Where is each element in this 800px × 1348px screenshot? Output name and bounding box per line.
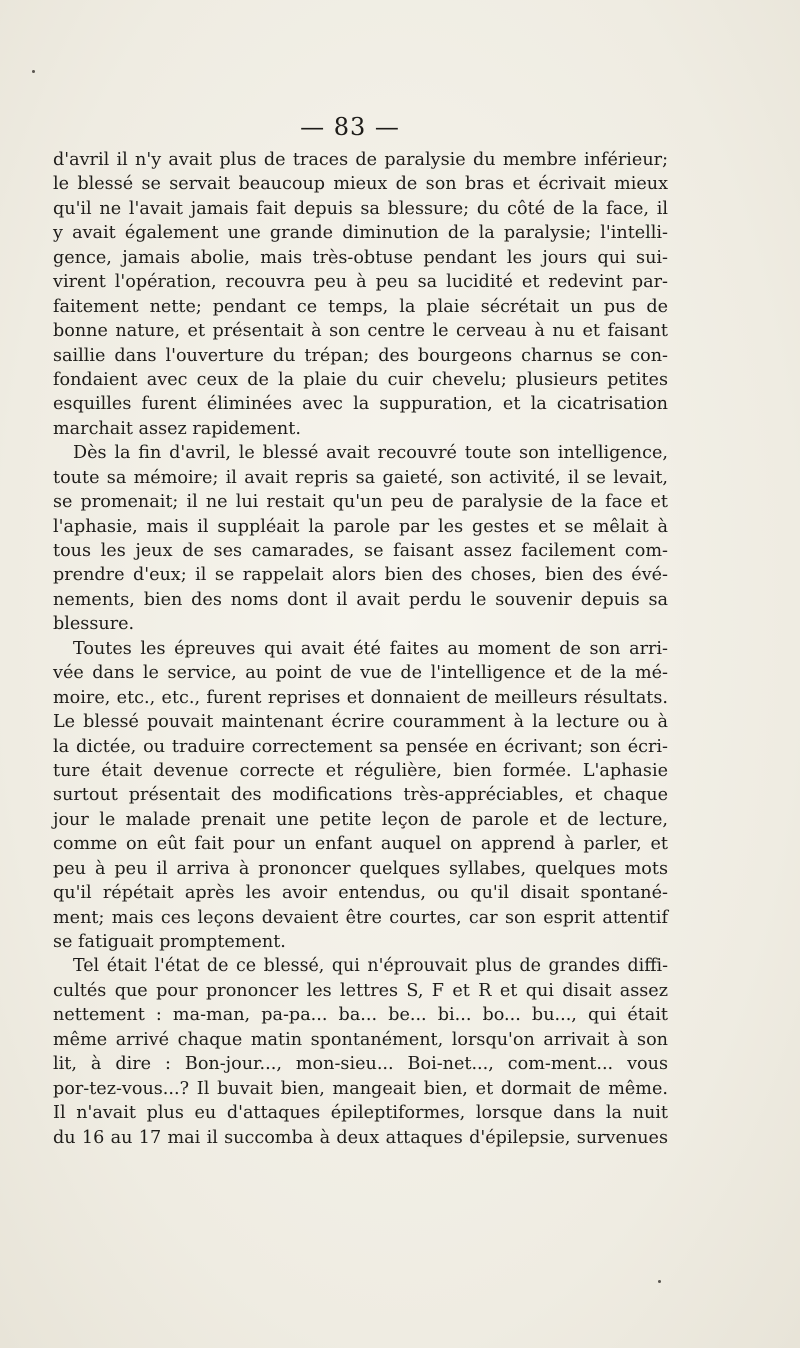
text-line: ment; mais ces leçons devaient être courtes, car son esprit attentif bbox=[53, 907, 668, 928]
text-line: gence, jamais abolie, mais très-obtuse pendant les jours qui sui- bbox=[53, 247, 668, 268]
text-line: se promenait; il ne lui restait qu'un peu de paralysie de la face et bbox=[53, 492, 668, 513]
text-line: Il n'avait plus eu d'attaques épileptiformes, lorsque dans la nuit bbox=[53, 1103, 668, 1124]
text-line: por-tez-vous...? Il buvait bien, mangeait bien, et dormait de même. bbox=[53, 1078, 668, 1099]
text-line: comme on eût fait pour un enfant auquel on apprend à parler, et bbox=[53, 834, 668, 855]
text-line: tous les jeux de ses camarades, se faisant assez facilement com- bbox=[53, 541, 668, 561]
text-line: Toutes les épreuves qui avait été faites au moment de son arri- bbox=[73, 638, 668, 659]
text-line: Dès la fin d'avril, le blessé avait recouvré toute son intelligence, bbox=[73, 443, 668, 464]
text-line: blessure. bbox=[53, 614, 135, 635]
text-line: prendre d'eux; il se rappelait alors bien des choses, bien des évé- bbox=[53, 565, 668, 586]
text-line: surtout présentait des modifications très-appréciables, et chaque bbox=[53, 785, 668, 806]
text-line: vée dans le service, au point de vue de l'intelligence et de la mé- bbox=[53, 663, 668, 684]
text-line: peu à peu il arriva à prononcer quelques syllabes, quelques mots bbox=[53, 858, 668, 879]
text-line: même arrivé chaque matin spontanément, lorsqu'on arrivait à son bbox=[53, 1029, 668, 1050]
page-number: — 83 — bbox=[300, 113, 400, 141]
text-line: Tel était l'état de ce blessé, qui n'éprouvait plus de grandes diffi- bbox=[73, 956, 668, 977]
text-line: qu'il ne l'avait jamais fait depuis sa blessure; du côté de la face, il bbox=[53, 198, 668, 219]
text-line: du 16 au 17 mai il succomba à deux attaques d'épilepsie, survenues bbox=[53, 1127, 668, 1148]
text-line: y avait également une grande diminution de la paralysie; l'intelli- bbox=[53, 223, 668, 244]
text-line: moire, etc., etc., furent reprises et donnaient de meilleurs résultats. bbox=[53, 687, 668, 708]
text-line: ture était devenue correcte et régulière, bien formée. L'aphasie bbox=[53, 760, 668, 781]
text-line: bonne nature, et présentait à son centre le cerveau à nu et faisant bbox=[53, 321, 668, 342]
text-line: lit, à dire : Bon-jour..., mon-sieu... Boi-net..., com-ment... vous bbox=[53, 1054, 668, 1075]
text-line: fondaient avec ceux de la plaie du cuir chevelu; plusieurs petites bbox=[53, 369, 668, 390]
text-line: cultés que pour prononcer les lettres S, F et R et qui disait assez bbox=[53, 980, 668, 1001]
text-line: marchait assez rapidement. bbox=[53, 418, 301, 439]
text-line: nements, bien des noms dont il avait perdu le souvenir depuis sa bbox=[53, 589, 668, 610]
text-line: jour le malade prenait une petite leçon de parole et de lecture, bbox=[53, 809, 668, 830]
text-line: faitement nette; pendant ce temps, la plaie sécrétait un pus de bbox=[53, 296, 668, 317]
text-line: la dictée, ou traduire correctement sa pensée en écrivant; son écri- bbox=[53, 736, 668, 757]
body-text bbox=[53, 148, 668, 1150]
text-line: qu'il répétait après les avoir entendus, ou qu'il disait spontané- bbox=[53, 883, 668, 904]
text-line: saillie dans l'ouverture du trépan; des bourgeons charnus se con- bbox=[53, 345, 668, 366]
text-line: Le blessé pouvait maintenant écrire couramment à la lecture ou à bbox=[53, 712, 668, 733]
text-line: se fatiguait promptement. bbox=[53, 932, 286, 952]
text-line: le blessé se servait beaucoup mieux de son bras et écrivait mieux bbox=[53, 174, 668, 195]
text-line: l'aphasie, mais il suppléait la parole par les gestes et se mêlait à bbox=[53, 516, 668, 537]
text-line: esquilles furent éliminées avec la suppuration, et la cicatrisation bbox=[53, 394, 668, 415]
text-line: virent l'opération, recouvra peu à peu sa lucidité et redevint par- bbox=[53, 272, 668, 293]
text-line: toute sa mémoire; il avait repris sa gaieté, son activité, il se levait, bbox=[53, 467, 668, 488]
paper-speck bbox=[32, 70, 35, 73]
text-line: d'avril il n'y avait plus de traces de paralysie du membre inférieur; bbox=[53, 150, 668, 170]
text-line: nettement : ma-man, pa-pa... ba... be... bi... bo... bu..., qui était bbox=[53, 1005, 668, 1026]
paper-speck bbox=[658, 1280, 661, 1283]
